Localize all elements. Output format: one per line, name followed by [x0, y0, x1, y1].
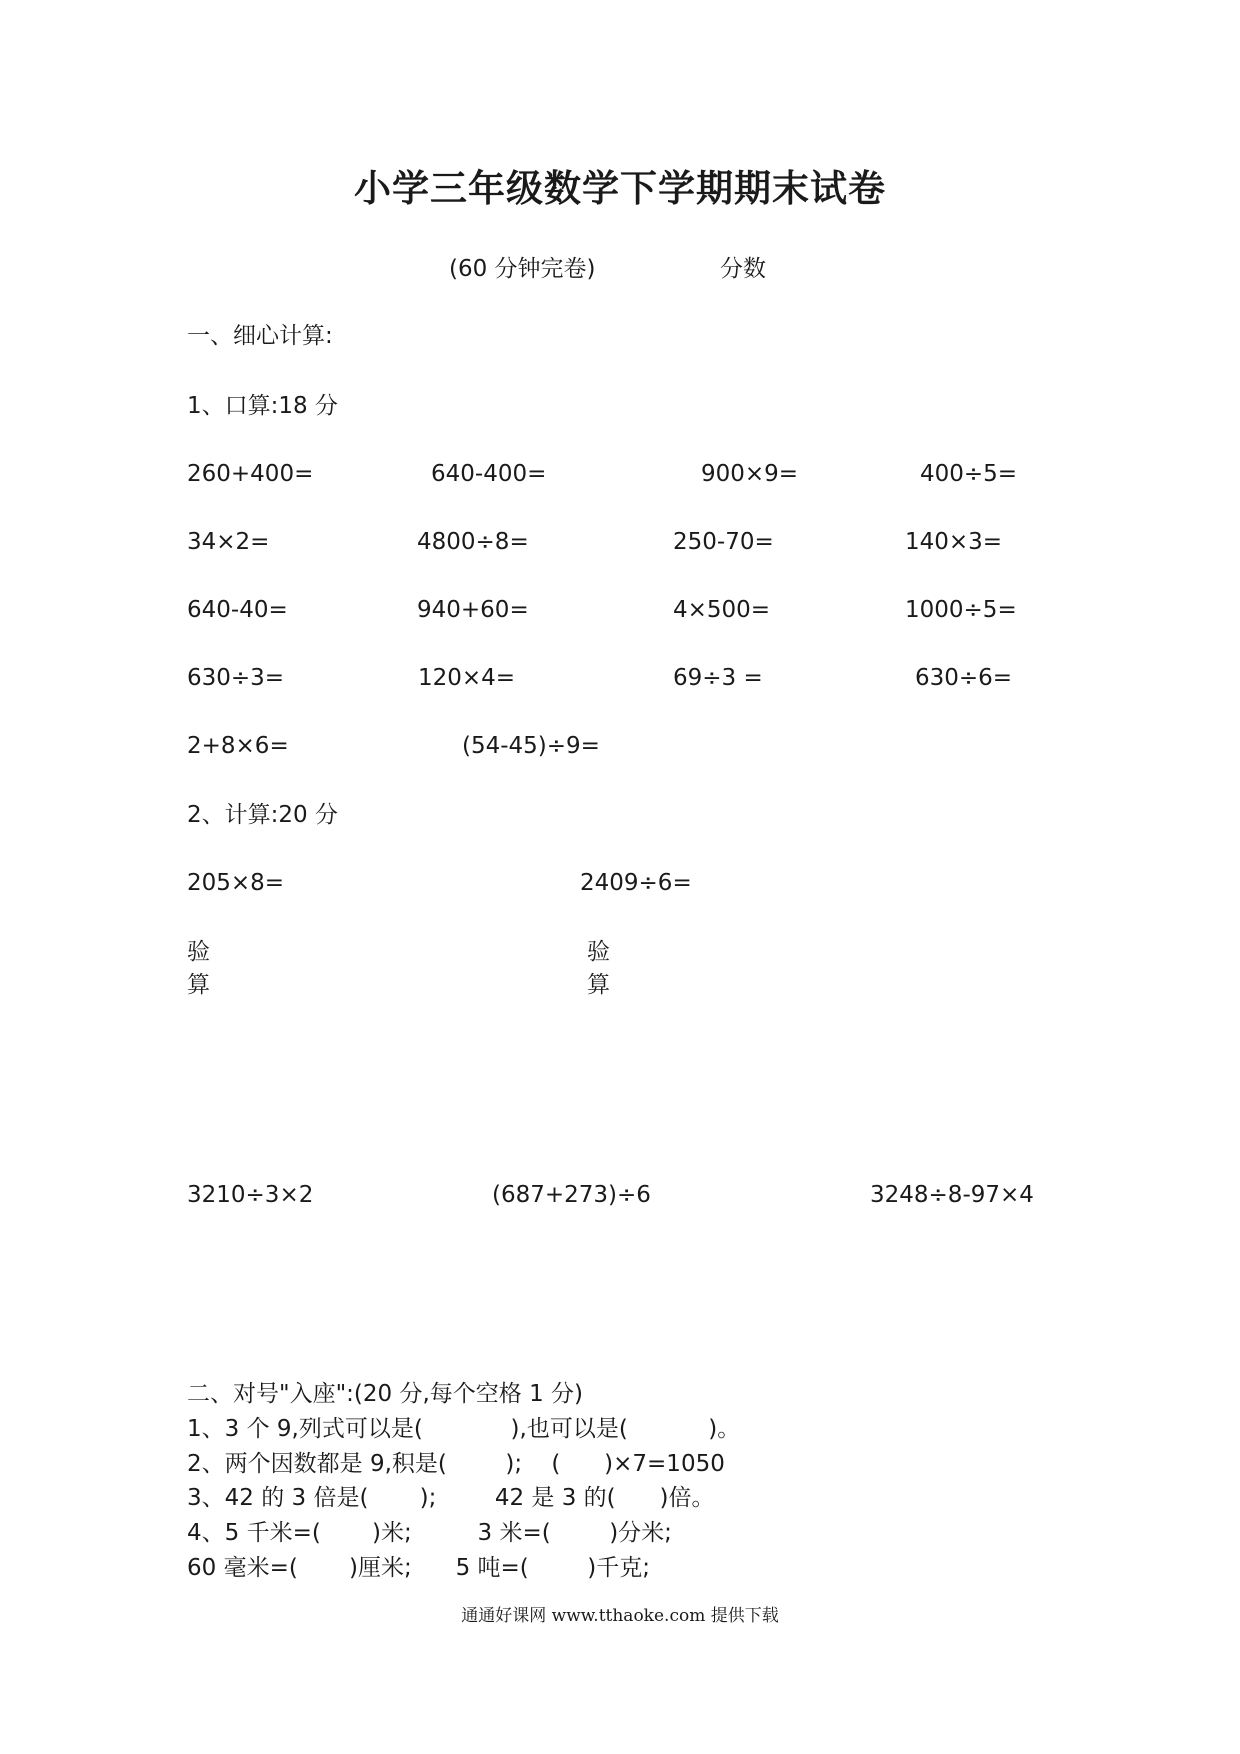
oral-problem: 34×2=	[187, 529, 270, 555]
footer-source: 通通好课网 www.tthaoke.com 提供下载	[461, 1606, 779, 1626]
oral-problem: 69÷3 =	[673, 665, 763, 691]
mixed-problem: 3248÷8-97×4	[870, 1182, 1034, 1208]
section2-heading: 二、对号"入座":(20 分,每个空格 1 分)	[187, 1381, 583, 1407]
oral-problem: 940+60=	[417, 597, 529, 623]
oral-problem: 4800÷8=	[417, 529, 529, 555]
score-label: 分数	[720, 256, 766, 282]
fill-blank-line: 2、两个因数都是 9,积是( ); ( )×7=1050	[187, 1451, 725, 1477]
oral-problem: 120×4=	[418, 665, 516, 691]
fill-blank-line: 1、3 个 9,列式可以是( ),也可以是( )。	[187, 1416, 741, 1442]
oral-problem: 1000÷5=	[905, 597, 1017, 623]
oral-problem: 640-40=	[187, 597, 288, 623]
oral-heading: 1、口算:18 分	[187, 393, 338, 419]
oral-problem: 4×500=	[673, 597, 771, 623]
oral-problem: 2+8×6=	[187, 733, 289, 759]
mixed-problem: 3210÷3×2	[187, 1182, 314, 1208]
time-limit: (60 分钟完卷)	[449, 256, 596, 282]
calc-problem: 2409÷6=	[580, 870, 692, 896]
check-label: 验	[187, 939, 210, 965]
calc-problem: 205×8=	[187, 870, 285, 896]
fill-blank-line: 60 毫米=( )厘米; 5 吨=( )千克;	[187, 1555, 650, 1581]
oral-problem: 640-400=	[431, 461, 547, 487]
check-label: 算	[587, 972, 610, 998]
oral-problem: 140×3=	[905, 529, 1003, 555]
fill-blank-line: 4、5 千米=( )米; 3 米=( )分米;	[187, 1520, 672, 1546]
fill-blank-line: 3、42 的 3 倍是( ); 42 是 3 的( )倍。	[187, 1485, 715, 1511]
oral-problem: 400÷5=	[920, 461, 1018, 487]
calc-heading: 2、计算:20 分	[187, 802, 338, 828]
oral-problem: 630÷6=	[915, 665, 1013, 691]
page-title: 小学三年级数学下学期期末试卷	[354, 166, 886, 210]
section1-heading: 一、细心计算:	[187, 323, 333, 349]
oral-problem: 250-70=	[673, 529, 774, 555]
oral-problem: 900×9=	[701, 461, 799, 487]
oral-problem: 260+400=	[187, 461, 314, 487]
check-label: 算	[187, 972, 210, 998]
mixed-problem: (687+273)÷6	[492, 1182, 651, 1208]
check-label: 验	[587, 939, 610, 965]
oral-problem: 630÷3=	[187, 665, 285, 691]
oral-problem: (54-45)÷9=	[462, 733, 600, 759]
